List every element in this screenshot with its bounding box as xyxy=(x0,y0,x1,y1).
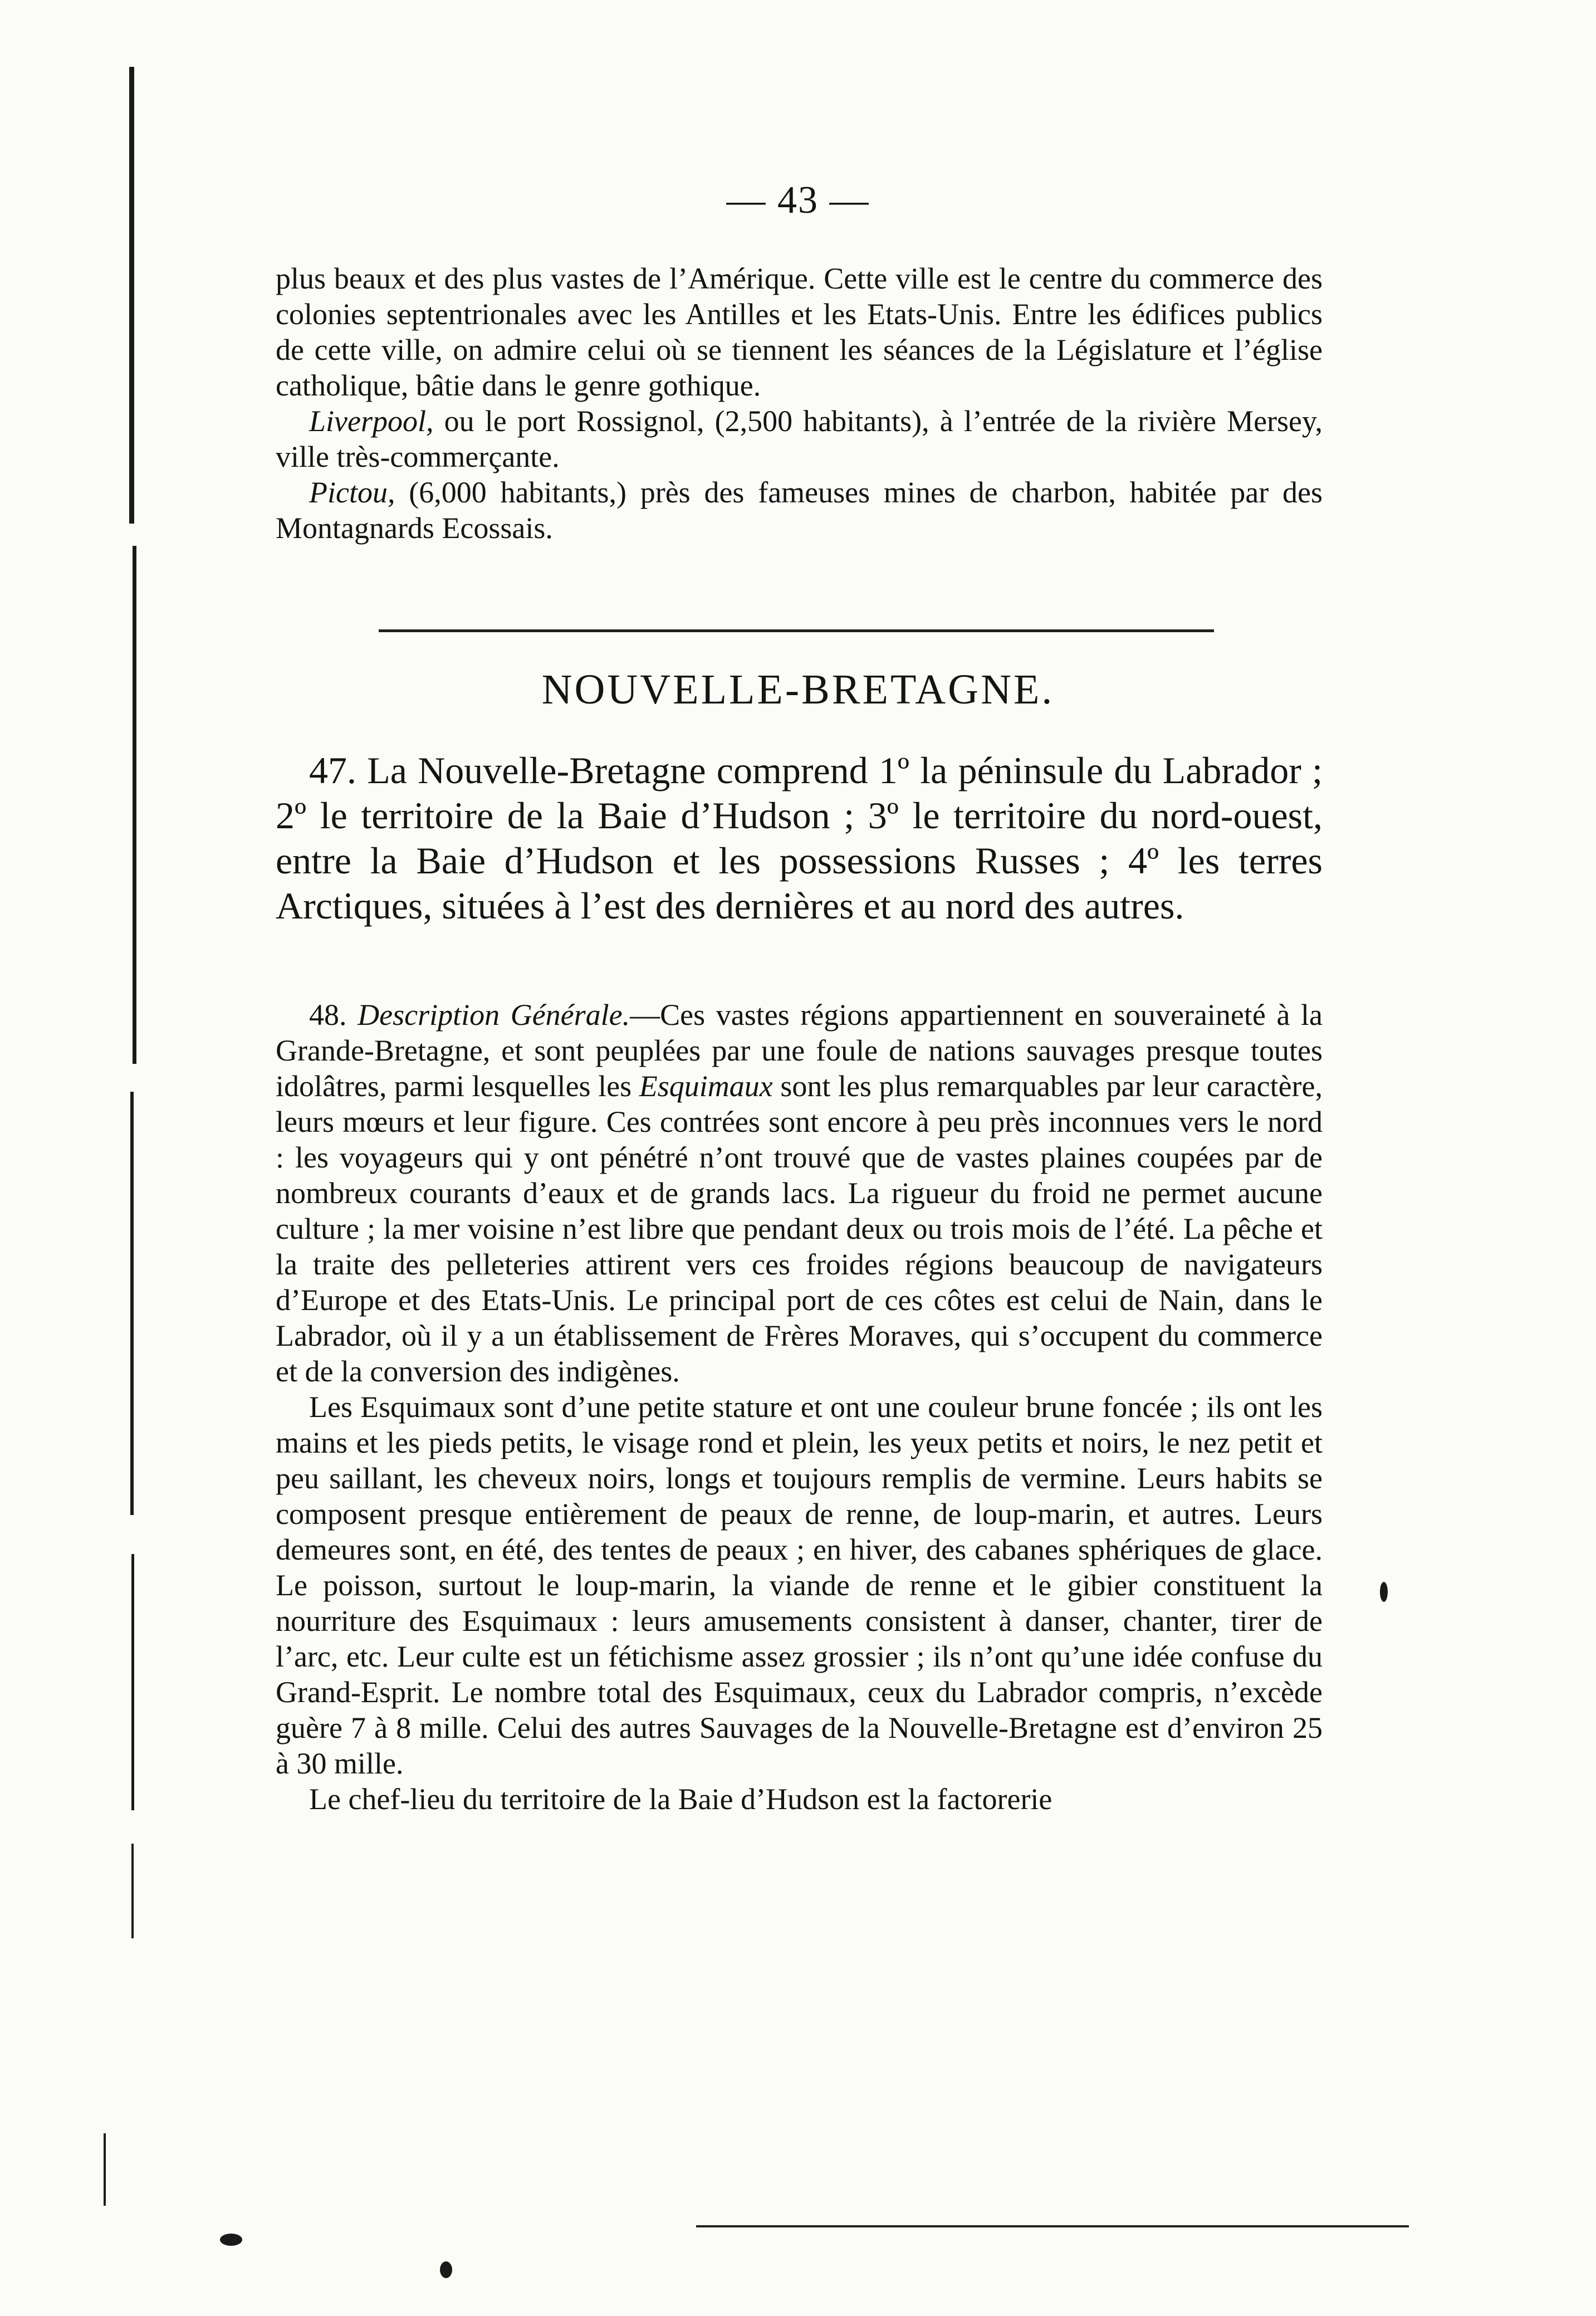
body-text-block xyxy=(276,997,1323,1817)
ink-speck xyxy=(440,2261,452,2278)
paragraph-48-text-b: sont les plus remarquables par leur caractère, leurs mœurs et leur figure. Ces contrées sont encore à peu près inconnues vers le nord : les voyageurs qui y ont pénétré n’ont trouvé que de vastes plaines coupées par de nombreux courants d’eaux et de grands lacs. La rigueur du froid ne permet aucune culture ; la mer voisine n’est libre que pendant deux ou trois mois de l’été. La pêche et la traite des pelleteries attirent vers ces froides régions beaucoup de navigateurs d’Europe et des Etats-Unis. Le principal port de ces côtes est celui de Nain, dans le Labrador, où il y a un établissement de Frères Moraves, qui s’occupent du commerce et de la conversion des indigènes. xyxy=(276,1069,1323,1388)
liverpool-description: ou le port Rossignol, (2,500 habitants), à l’entrée de la rivière Mersey, ville très-commerçante. xyxy=(276,404,1323,473)
esquimaux-term: Esquimaux xyxy=(639,1069,773,1103)
binding-edge-mark xyxy=(130,1092,134,1515)
paragraph-48-heading: Description Générale. xyxy=(358,998,630,1032)
page-number: — 43 — xyxy=(726,179,870,222)
paragraph-48 xyxy=(276,997,1323,1389)
liverpool-name: Liverpool, xyxy=(309,404,434,438)
pictou-name: Pictou, xyxy=(309,476,395,509)
esquimaux-paragraph: Les Esquimaux sont d’une petite stature et ont une couleur brune foncée ; ils ont les mains et les pieds petits, le visage rond et plein, les yeux petits et noirs, le nez petit et peu saillant, les cheveux noirs, longs et toujours remplis de vermine. Leurs habits se composent presque entièrement de peaux de renne, de loup-marin, et autres. Leurs demeures sont, en été, des tentes de peaux ; en hiver, des cabanes sphériques de glace. Le poisson, surtout le loup-marin, la viande de renne et le gibier constituent la nourriture des Esquimaux : leurs amusements consistent à danser, chanter, tirer de l’arc, etc. Leur culte est un fétichisme assez grossier ; ils n’ont qu’une idée confuse du Grand-Esprit. Le nombre total des Esquimaux, ceux du Labrador compris, n’excède guère 7 à 8 mille. Celui des autres Sauvages de la Nouvelle-Bretagne est d’environ 25 à 30 mille. xyxy=(276,1390,1323,1780)
binding-edge-mark xyxy=(129,67,134,524)
binding-edge-mark xyxy=(131,1844,134,1938)
ink-speck xyxy=(1380,1582,1388,1602)
pictou-description: (6,000 habitants,) près des fameuses mines de charbon, habitée par des Montagnards Ecossais. xyxy=(276,476,1323,545)
binding-edge-mark xyxy=(104,2133,106,2206)
paragraph-47 xyxy=(276,748,1323,929)
paragraph-47-text: 47. La Nouvelle-Bretagne comprend 1º la péninsule du Labrador ; 2º le territoire de la Baie d’Hudson ; 3º le territoire du nord-ouest, entre la Baie d’Hudson et les possessions Russes ; 4º les terres Arctiques, situées à l’est des dernières et au nord des autres. xyxy=(276,749,1323,927)
paragraph-48-number: 48. xyxy=(309,998,358,1032)
intro-text-block xyxy=(276,261,1323,546)
liverpool-paragraph xyxy=(276,403,1323,475)
bottom-rule xyxy=(696,2225,1409,2227)
section-divider xyxy=(379,629,1214,632)
closing-paragraph: Le chef-lieu du territoire de la Baie d’Hudson est la factorerie xyxy=(309,1782,1052,1816)
intro-paragraph: plus beaux et des plus vastes de l’Amérique. Cette ville est le centre du commerce des colonies septentrionales avec les Antilles et les Etats-Unis. Entre les édifices publics de cette ville, on admire celui où se tiennent les séances de la Législature et l’église catholique, bâtie dans le genre gothique. xyxy=(276,262,1323,402)
paragraph-48-text-a: —Ces vastes régions appartiennent en souveraineté à la Grande-Bretagne, et sont peuplées par une foule de nations sauvages presque toutes idolâtres, parmi lesquelles les xyxy=(276,998,1323,1103)
section-title: NOUVELLE-BRETAGNE. xyxy=(541,666,1055,713)
binding-edge-mark xyxy=(133,546,136,1064)
pictou-paragraph xyxy=(276,475,1323,546)
binding-edge-mark xyxy=(131,1554,134,1810)
ink-speck xyxy=(220,2234,242,2246)
